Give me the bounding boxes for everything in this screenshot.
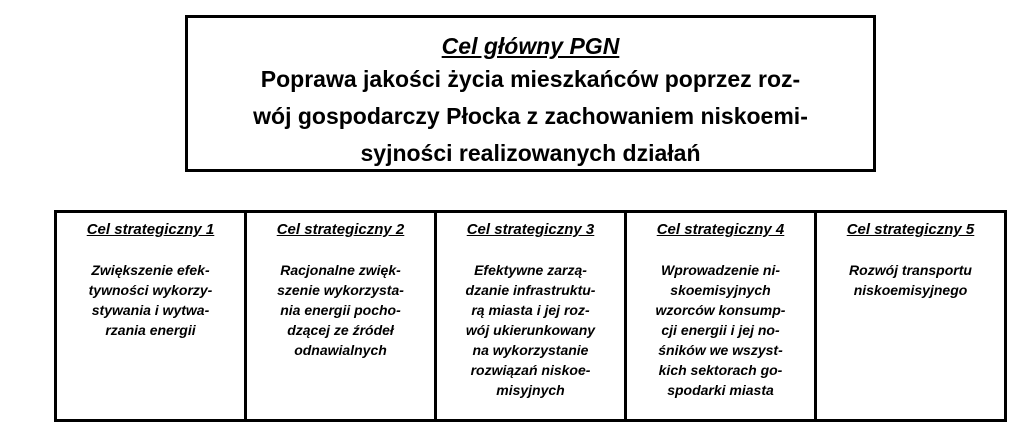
goal-text-line: na wykorzystanie	[472, 342, 589, 358]
main-goal-line: wój gospodarczy Płocka z zachowaniem niskoemi-	[253, 103, 808, 129]
strategic-goal-1	[57, 213, 247, 419]
main-goal-box	[185, 15, 876, 172]
strategic-goal-3	[437, 213, 627, 419]
strategic-goal-text	[247, 260, 434, 360]
goal-text-line: kich sektorach go-	[658, 362, 783, 378]
strategic-goals-row	[54, 210, 1007, 422]
goal-text-line: dzanie infrastruktu-	[465, 282, 596, 298]
goal-text-line: misyjnych	[496, 382, 565, 398]
strategic-goal-text	[627, 260, 814, 400]
strategic-goal-text	[817, 260, 1004, 300]
goal-text-line: wój ukierunkowany	[465, 322, 596, 338]
goal-text-line: wzorców konsump-	[655, 302, 786, 318]
goal-text-line: szenie wykorzysta-	[277, 282, 404, 298]
goal-text-line: Racjonalne zwięk-	[280, 262, 401, 278]
main-goal-line: Poprawa jakości życia mieszkańców poprzez roz-	[260, 66, 801, 92]
goal-text-line: śników we wszyst-	[658, 342, 783, 358]
goal-text-line: skoemisyjnych	[670, 282, 771, 298]
strategic-goal-5	[817, 213, 1004, 419]
strategic-goal-2	[247, 213, 437, 419]
goal-text-line: Zwiększenie efek-	[91, 262, 210, 278]
strategic-goal-title: Cel strategiczny 5	[846, 221, 975, 238]
main-goal-title: Cel główny PGN	[441, 33, 620, 59]
strategic-goal-title: Cel strategiczny 3	[466, 221, 595, 238]
strategic-goal-text	[437, 260, 624, 400]
goal-text-line: stywania i wytwa-	[91, 302, 210, 318]
goal-text-line: dzącej ze źródeł	[287, 322, 394, 338]
main-goal-line: syjności realizowanych działań	[360, 140, 701, 166]
strategic-goal-title: Cel strategiczny 1	[86, 221, 215, 238]
goal-text-line: cji energii i jej no-	[661, 322, 780, 338]
main-goal-text	[188, 61, 873, 172]
goal-text-line: rzania energii	[105, 322, 196, 338]
goal-text-line: rozwiązań niskoe-	[470, 362, 591, 378]
goal-text-line: odnawialnych	[294, 342, 387, 358]
goal-text-line: niskoemisyjnego	[853, 282, 968, 298]
strategic-goal-4	[627, 213, 817, 419]
goal-text-line: Wprowadzenie ni-	[661, 262, 780, 278]
goal-text-line: Rozwój transportu	[849, 262, 972, 278]
goal-text-line: Efektywne zarzą-	[474, 262, 587, 278]
goal-text-line: spodarki miasta	[667, 382, 774, 398]
strategic-goal-title: Cel strategiczny 2	[276, 221, 405, 238]
strategic-goal-title: Cel strategiczny 4	[656, 221, 785, 238]
goal-text-line: nia energii pocho-	[280, 302, 401, 318]
goal-text-line: tywności wykorzy-	[88, 282, 213, 298]
goal-text-line: rą miasta i jej roz-	[471, 302, 590, 318]
strategic-goal-text	[57, 260, 244, 340]
